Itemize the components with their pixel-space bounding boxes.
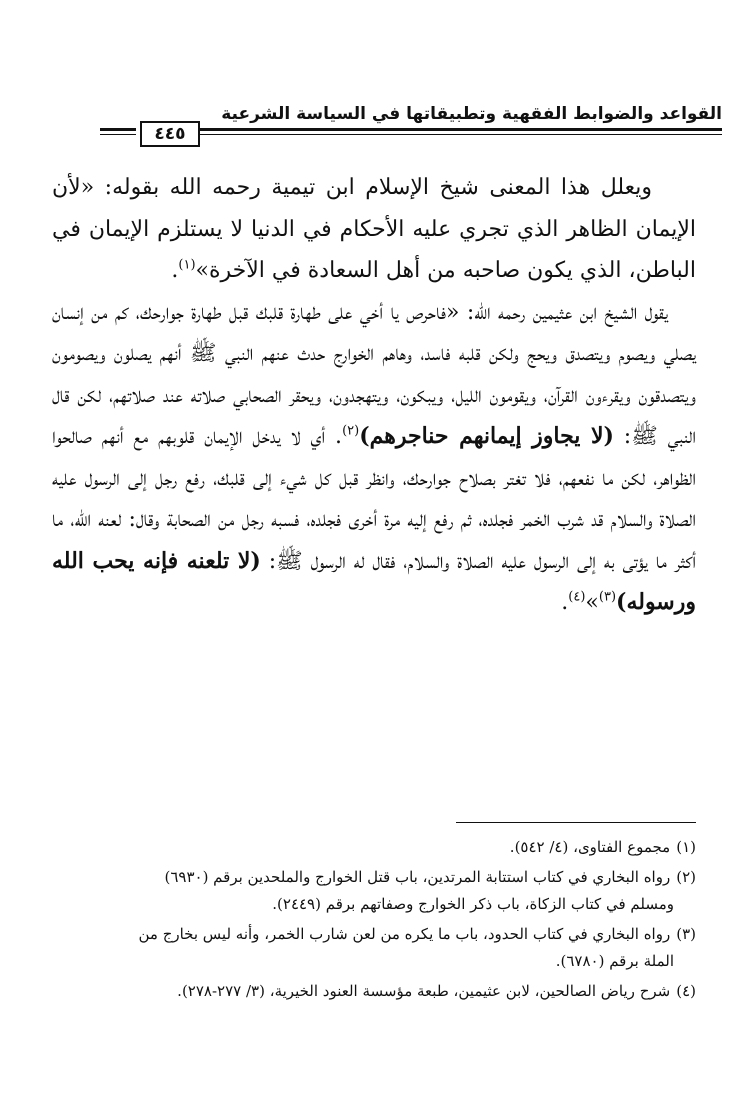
paragraph-1-text: ويعلل هذا المعنى شيخ الإسلام ابن تيمية رحمه الله بقوله: «لأن الإيمان الظاهر الذي تجري عليه الأحكام في الدنيا لا يستلزم الإيمان في الباطن، الذي يكون صاحبه من أهل السعادة في الآخرة» — [52, 175, 696, 283]
footnotes — [52, 834, 696, 1008]
footnote-3 — [52, 921, 696, 975]
header-rule-thin — [192, 134, 722, 135]
page-number-rule-thick — [100, 128, 136, 131]
footnote-ref-4[interactable]: (٤) — [568, 589, 586, 605]
paragraph-2 — [52, 292, 696, 624]
footnote-ref-1[interactable]: (١) — [178, 257, 196, 273]
main-text — [52, 167, 696, 624]
footnote-2 — [52, 864, 696, 918]
paragraph-1 — [52, 167, 696, 292]
page-number: ٤٤٥ — [140, 121, 200, 147]
hadith-quote-2: (لا تلعنه فإنه يحب الله ورسوله) — [52, 547, 696, 615]
paragraph-1-end: . — [171, 258, 179, 283]
footnote-text: شرح رياض الصالحين، لابن عثيمين، طبعة مؤسسة العنود الخيرية، (٣/ ٢٧٧-٢٧٨). — [177, 982, 671, 1000]
footnote-4 — [52, 978, 696, 1005]
hadith-quote-1: (لا يجاوز إيمانهم حناجرهم) — [359, 423, 614, 449]
footnote-continuation: ومسلم في كتاب الزكاة، باب ذكر الخوارج وصفاتهم برقم (٢٤٤٩). — [272, 895, 674, 913]
footnote-continuation: الملة برقم (٦٧٨٠). — [555, 952, 674, 970]
footnote-text: رواه البخاري في كتاب الحدود، باب ما يكره من لعن شارب الخمر، وأنه ليس بخارج من — [138, 925, 671, 943]
page-header — [100, 104, 722, 144]
paragraph-2-intro: يقول الشيخ ابن عثيمين رحمه الله: «فاحرص يا أخي على طهارة قلبك قبل طهارة جوارحك، كم من إنسان يصلي ويصوم ويتصدق ويحج ولكن قلبه فاسد، وهاهم الخوارج حدث عنهم النبي ﷺ أنهم يصلون ويصومون ويتصدقون ويقرءون القرآن، ويقومون الليل، ويبكون، ويتهجدون، ويحقر الصحابي صلاته عند صلاتهم، لكن قال النبي ﷺ: — [52, 299, 696, 449]
footnote-ref-2[interactable]: (٢) — [342, 423, 360, 439]
footnote-number: (٢) — [676, 868, 696, 886]
footnote-1 — [52, 834, 696, 861]
paragraph-2-middle: . أي لا يدخل الإيمان قلوبهم مع أنهم صالحوا الظواهر، لكن ما نفعهم، فلا تغتر بصلاح جوارحك، وانظر قبل كل شيء إلى قلبك، رفع رجل إلى الرسول عليه الصلاة والسلام قد شرب الخمر فجلده، ثم رفع إليه مرة أخرى فجلده، فسبه رجل من الصحابة وقال: لعنه الله، ما أكثر ما يؤتى به إلى الرسول عليه الصلاة والسلام، فقال له الرسول ﷺ: — [52, 424, 696, 574]
footnote-ref-3[interactable]: (٣) — [598, 589, 617, 605]
footnote-number: (٤) — [676, 982, 696, 1000]
footnote-text: مجموع الفتاوى، (٤/ ٥٤٢). — [509, 838, 671, 856]
footnote-number: (١) — [676, 838, 696, 856]
header-rule-thick — [192, 128, 722, 131]
paragraph-2-end: . — [561, 590, 569, 615]
page-number-rule-thin — [100, 134, 136, 135]
closing-quote-mark: » — [585, 590, 599, 615]
running-title: القواعد والضوابط الفقهية وتطبيقاتها في السياسة الشرعية — [221, 104, 722, 124]
footnote-number: (٣) — [676, 925, 696, 943]
footnote-text: رواه البخاري في كتاب استتابة المرتدين، باب قتل الخوارج والملحدين برقم (٦٩٣٠) — [164, 868, 671, 886]
footnote-separator — [456, 822, 696, 823]
